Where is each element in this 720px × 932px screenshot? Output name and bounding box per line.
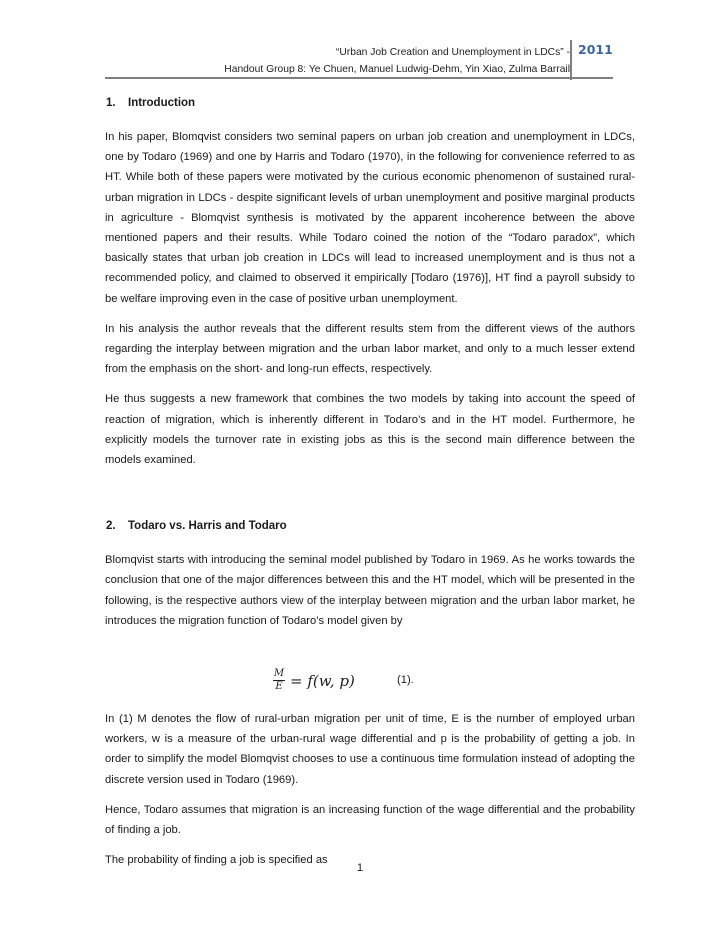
- section-title: Introduction: [128, 97, 196, 109]
- equation-fraction: [273, 669, 285, 692]
- paragraph: He thus suggests a new framework that combines the two models by taking into account the speed of reaction of migration, which is inherently different in Todaro’s and in the HT model. Furthermore, he explicitly models the turnover rate in existing jobs as this is the second main difference between the models examined.: [105, 393, 635, 467]
- section-title: Todaro vs. Harris and Todaro: [128, 520, 287, 533]
- equation-rhs: = f(w, p): [290, 671, 355, 690]
- page-header: [0, 40, 720, 80]
- header-authors: Handout Group 8: Ye Chuen, Manuel Ludwig-Dehm, Yin Xiao, Zulma Barrail: [224, 64, 570, 75]
- paragraph: In (1) M denotes the flow of rural-urban migration per unit of time, E is the number of employed urban workers, w is a measure of the urban-rural wage differential and p is the probability of getting a job. In order to simplify the model Blomqvist chooses to use a continuous time formulation instead of adopting the discrete version used in Todaro (1969).: [105, 713, 635, 786]
- paragraph: Hence, Todaro assumes that migration is an increasing function of the wage differential and the probability of finding a job.: [105, 803, 635, 837]
- equation-numerator: M: [273, 668, 285, 680]
- page-number: 1: [356, 862, 364, 874]
- header-text: [150, 44, 570, 78]
- section-spacer: [105, 480, 635, 516]
- header-title: “Urban Job Creation and Unemployment in LDCs” -: [335, 47, 570, 58]
- paragraph: In his paper, Blomqvist considers two seminal papers on urban job creation and unemployment in LDCs, one by Todaro (1969) and one by Harris and Todaro (1970), in the following for convenience referred to as HT. While both of these papers were motivated by the curious economic phenomenon of sustained rural-urban migration in LDCs - despite significant levels of urban unemployment and positive marginal products in agriculture - Blomqvist synthesis is motivated by the apparent incoherence between the above mentioned papers and their results. While Todaro coined the notion of the “Todaro paradox”, which basically states that urban job creation in LDCs will lead to increased unemployment and is thus not a recommended policy, and claimed to observed it empirically [Todaro (1976)], HT find a payroll subsidy to be welfare improving even in the case of positive urban unemployment.: [105, 131, 635, 305]
- equation-denominator: E: [275, 681, 283, 693]
- section-todaro-vs-ht: [105, 516, 635, 870]
- header-divider-horizontal: [105, 77, 613, 79]
- header-year: 2011: [578, 42, 613, 57]
- paragraph: In his analysis the author reveals that the different results stem from the different views of the authors regarding the interplay between migration and the urban labor market, and only to a much lesser extend from the emphasis on the short- and long-run effects, respectively.: [105, 322, 635, 376]
- paragraph: Blomqvist starts with introducing the seminal model published by Todaro in 1969. As he works towards the conclusion that one of the major differences between this and the HT model, which will be presented in the following, is the respective authors view of the interplay between migration and the urban labor market, he introduces the migration function of Todaro’s model given by: [105, 554, 635, 627]
- paragraph: The probability of finding a job is specified as: [105, 854, 328, 867]
- section-number: 2.: [106, 520, 116, 533]
- section-heading: [105, 516, 635, 536]
- section-introduction: [105, 93, 635, 470]
- section-heading: [105, 93, 635, 113]
- equation-label: (1).: [397, 674, 414, 687]
- equation-math: [273, 669, 355, 692]
- equation-1: [105, 641, 635, 701]
- body-content: [105, 93, 635, 880]
- header-divider-vertical: [570, 40, 572, 80]
- section-number: 1.: [106, 97, 116, 109]
